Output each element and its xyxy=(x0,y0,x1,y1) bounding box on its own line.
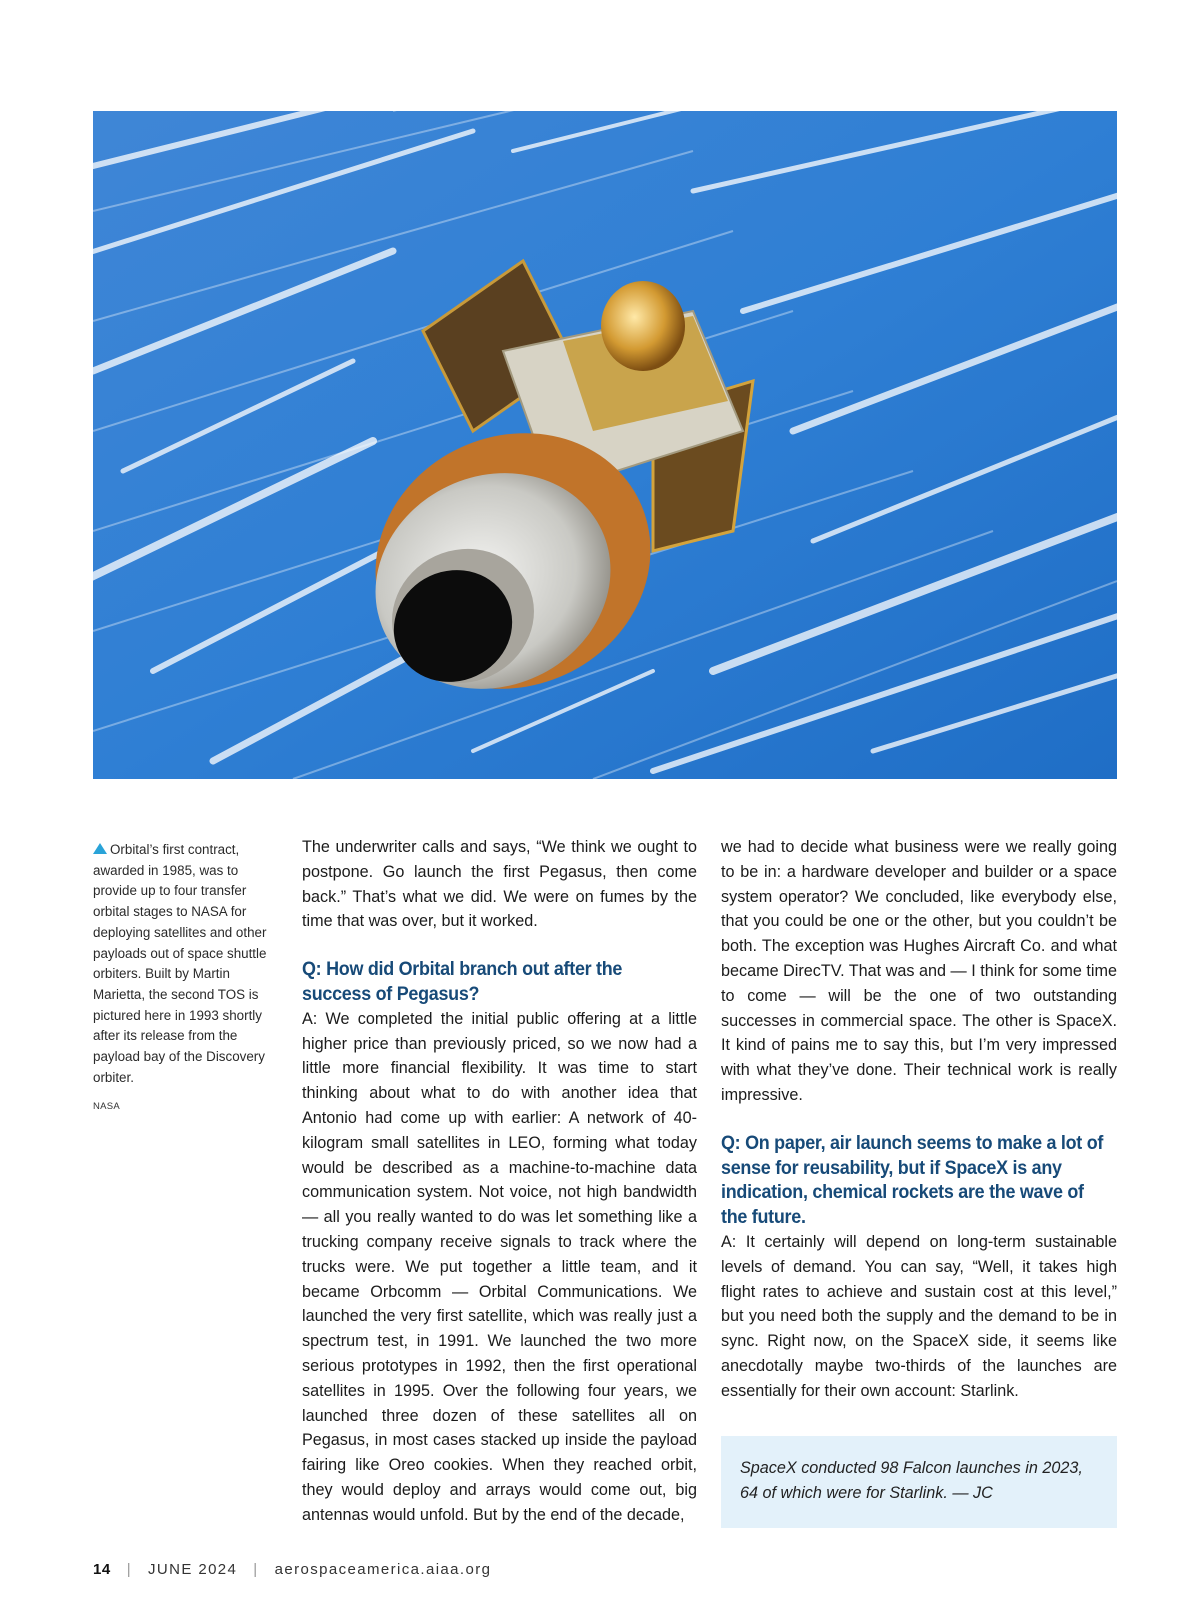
issue-date: JUNE 2024 xyxy=(147,1561,238,1578)
answer-paragraph: A: It certainly will depend on long-term sustainable levels of demand. You can say, “Well, it takes high flight rates to achieve and sustain cost at this level,” but you need both the supply and the demand to be in sync. Right now, on the SpaceX side, it seems like anecdotally maybe two-thirds of the launches are essentially for their own account: Starlink. xyxy=(721,1232,1117,1400)
photo-caption xyxy=(93,840,279,1088)
article-column-2 xyxy=(721,835,1117,1404)
paragraph: The underwriter calls and says, “We think we ought to postpone. Go launch the first Pegasus, then come back.” That’s what we did. We were on fumes by the time that was over, but it worked. xyxy=(302,838,697,931)
answer-paragraph: A: We completed the initial public offering at a little higher price than previously priced, so we now had a little more financial flexibility. It was time to start thinking about what to do with another idea that Antonio had come up with earlier: A network of 40-kilogram small satellites in LEO, forming what today would be described as a machine-to-machine data communication system. Not voice, not high bandwidth — all you really wanted to do was let something like a trucking company receive signals to track where the trucks were. We put together a little team, and it became Orbcomm — Orbital Communications. We launched the very first satellite, which was really just a spectrum test, in 1991. We launched the two more serious prototypes in 1992, then the first operational satellites in 1995. Over the following four years, we launched three dozen of these satellites all on Pegasus, in most cases stacked up inside the payload fairing like Oreo cookies. When they reached orbit, they would deploy and arrays would come out, big antennas would unfold. But by the end of the decade, xyxy=(302,1009,697,1524)
site-url: aerospaceamerica.aiaa.org xyxy=(274,1561,492,1578)
article-column-1 xyxy=(302,835,697,1528)
caption-text: Orbital’s first contract, awarded in 1985, was to provide up to four transfer orbital stages to NASA for deploying satellites and other payloads out of space shuttle orbiters. Built by Martin Marietta, the second TOS is pictured here in 1993 shortly after its release from the payload bay of the Discovery orbiter. xyxy=(93,842,267,1085)
page-number: 14 xyxy=(93,1561,111,1578)
footer-separator: | xyxy=(126,1561,132,1578)
satellite-photo xyxy=(93,111,1117,779)
editor-note-text: SpaceX conducted 98 Falcon launches in 2023, 64 of which were for Starlink. — JC xyxy=(740,1459,1083,1502)
editor-note-box xyxy=(721,1436,1117,1528)
page-footer xyxy=(93,1561,491,1578)
question-heading: Q: On paper, air launch seems to make a lot of sense for reusability, but if SpaceX is any indication, chemical rockets are the wave of the future. xyxy=(721,1131,1104,1229)
photo-credit: NASA xyxy=(93,1101,121,1112)
question-heading: Q: How did Orbital branch out after the success of Pegasus? xyxy=(302,958,623,1005)
triangle-up-icon xyxy=(93,843,107,854)
footer-separator: | xyxy=(253,1561,259,1578)
satellite-illustration xyxy=(93,111,1117,779)
paragraph: we had to decide what business were we really going to be in: a hardware developer and builder or a space system operator? We concluded, like everybody else, that you could be one or the other, but you couldn’t be both. The exception was Hughes Aircraft Co. and what became DirecTV. That was and — I think for some time to come — will be the one of two outstanding successes in commercial space. The other is SpaceX. It kind of pains me to say this, but I’m very impressed with what they’ve done. Their technical work is really impressive. xyxy=(721,838,1117,1104)
